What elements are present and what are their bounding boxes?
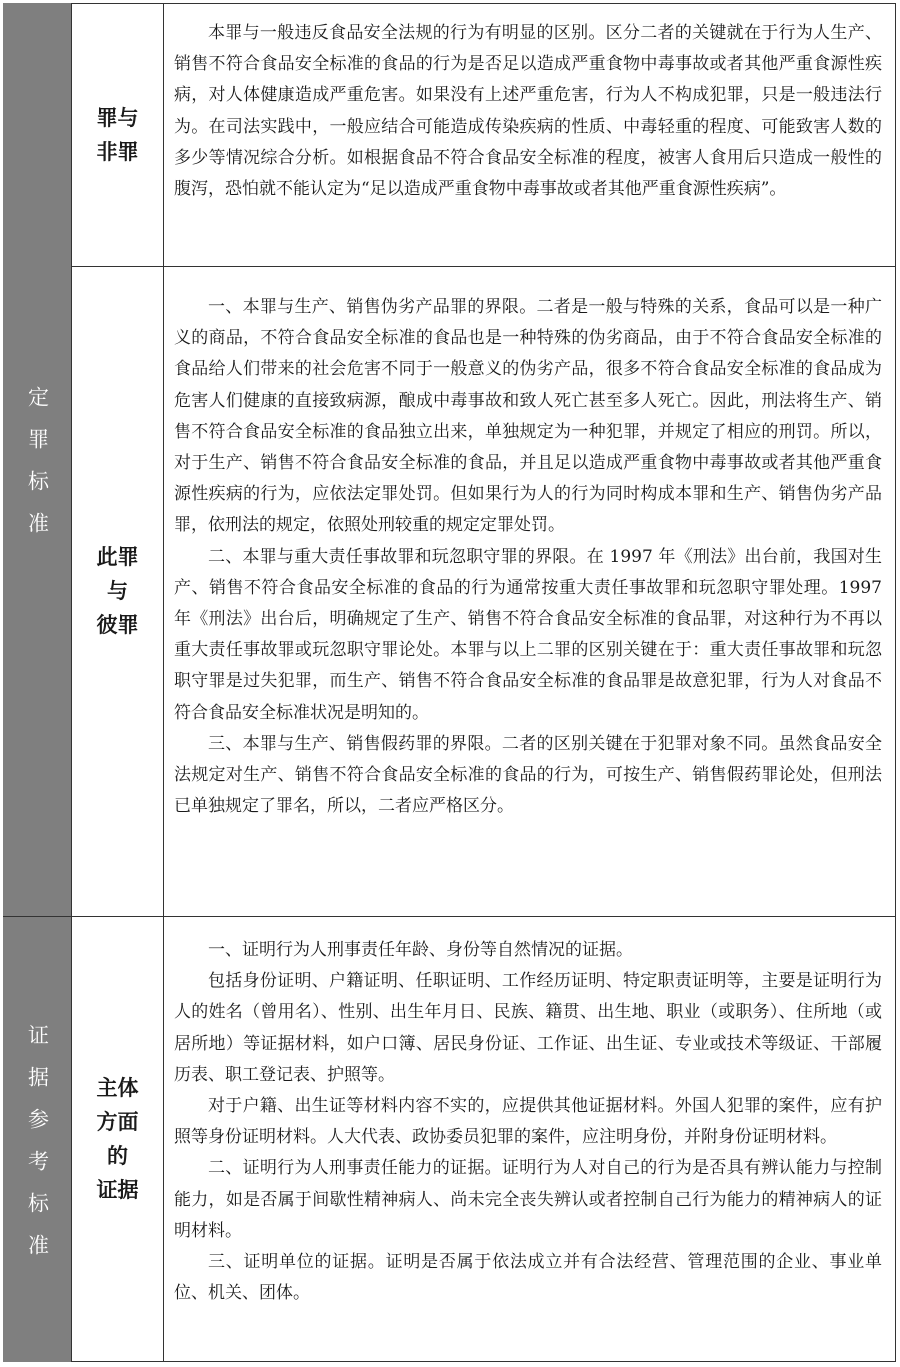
row-label: 罪与 非罪: [96, 105, 139, 164]
row-label-subject-evidence: [72, 916, 164, 1362]
paragraph: 二、本罪与重大责任事故罪和玩忽职守罪的界限。在 1997 年《刑法》出台前，我国对生产、销售不符合食品安全标准的食品的行为通常按重大责任事故罪和玩忽职守罪处理。1997 年《刑法》出台后，明确规定了生产、销售不符合食品安全标准的食品罪，对这种行为不再以重大责任事故罪或玩忽职守罪论处。本罪与以上二罪的区别关键在于：重大责任事故罪和玩忽职守罪是过失犯罪，而生产、销售不符合食品安全标准的食品罪是故意犯罪，行为人对食品不符合食品安全标准状况是明知的。: [174, 546, 882, 723]
row-label: 主体 方面 的 证据: [96, 1076, 139, 1202]
row-label-crime-or-not: [72, 3, 164, 266]
paragraph: 三、本罪与生产、销售假药罪的界限。二者的区别关键在于犯罪对象不同。虽然食品安全法规定对生产、销售不符合食品安全标准的食品的行为，可按生产、销售假药罪论处，但刑法已单独规定了罪名，所以，二者应严格区分。: [174, 733, 882, 817]
paragraph: 二、证明行为人刑事责任能力的证据。证明行为人对自己的行为是否具有辨认能力与控制能力，如是否属于间歇性精神病人、尚未完全丧失辨认或者控制自己行为能力的精神病人的证明材料。: [174, 1158, 882, 1241]
section-divider: [3, 916, 896, 917]
row-content-subject-evidence: [164, 935, 896, 1309]
section-label: 证据参考标准: [25, 1023, 50, 1276]
row-content-crime-or-not: [164, 18, 896, 205]
section-header-evidence-standard: [3, 916, 72, 1362]
row-label: 此罪 与 彼罪: [96, 545, 139, 637]
section-label: 定罪标准: [25, 386, 50, 554]
row-divider: [72, 266, 896, 267]
paragraph: 一、本罪与生产、销售伪劣产品罪的界限。二者是一般与特殊的关系，食品可以是一种广义的商品，不符合食品安全标准的食品也是一种特殊的伪劣商品，由于不符合食品安全标准的食品给人们带来的社会危害不同于一般意义的伪劣产品，很多不符合食品安全标准的食品成为危害人们健康的直接致病源，酿成中毒事故和致人死亡甚至多人死亡。因此，刑法将生产、销售不符合食品安全标准的食品独立出来，单独规定为一种犯罪，并规定了相应的刑罚。所以，对于生产、销售不符合食品安全标准的食品，并且足以造成严重食物中毒事故或者其他严重食源性疾病的行为，应依法定罪处罚。但如果行为人的行为同时构成本罪和生产、销售伪劣产品罪，依刑法的规定，依照处刑较重的规定定罪处罚。: [174, 297, 882, 536]
section-header-conviction-standard: [3, 3, 72, 916]
paragraph: 对于户籍、出生证等材料内容不实的，应提供其他证据材料。外国人犯罪的案件，应有护照等身份证明材料。人大代表、政协委员犯罪的案件，应注明身份，并附身份证明材料。: [174, 1096, 882, 1148]
paragraph: 包括身份证明、户籍证明、任职证明、工作经历证明、特定职责证明等，主要是证明行为人的姓名（曾用名）、性别、出生年月日、民族、籍贯、出生地、职业（或职务）、住所地（或居所地）等证据材料，如户口簿、居民身份证、工作证、出生证、专业或技术等级证、干部履历表、职工登记表、护照等。: [174, 971, 882, 1085]
paragraph: 一、证明行为人刑事责任年龄、身份等自然情况的证据。: [208, 940, 633, 960]
row-label-this-vs-other-crime: [72, 266, 164, 916]
paragraph: 本罪与一般违反食品安全法规的行为有明显的区别。区分二者的关键就在于行为人生产、销售不符合食品安全标准的食品的行为是否足以造成严重食物中毒事故或者其他严重食源性疾病，对人体健康造成严重危害。如果没有上述严重危害，行为人不构成犯罪，只是一般违法行为。在司法实践中，一般应结合可能造成传染疾病的性质、中毒轻重的程度、可能致害人数的多少等情况综合分析。如根据食品不符合食品安全标准的程度，被害人食用后只造成一般性的腹泻，恐怕就不能认定为“足以造成严重食物中毒事故或者其他严重食源性疾病”。: [174, 23, 882, 200]
paragraph: 三、证明单位的证据。证明是否属于依法成立并有合法经营、管理范围的企业、事业单位、机关、团体。: [174, 1252, 882, 1304]
row-content-this-vs-other-crime: [164, 292, 896, 822]
